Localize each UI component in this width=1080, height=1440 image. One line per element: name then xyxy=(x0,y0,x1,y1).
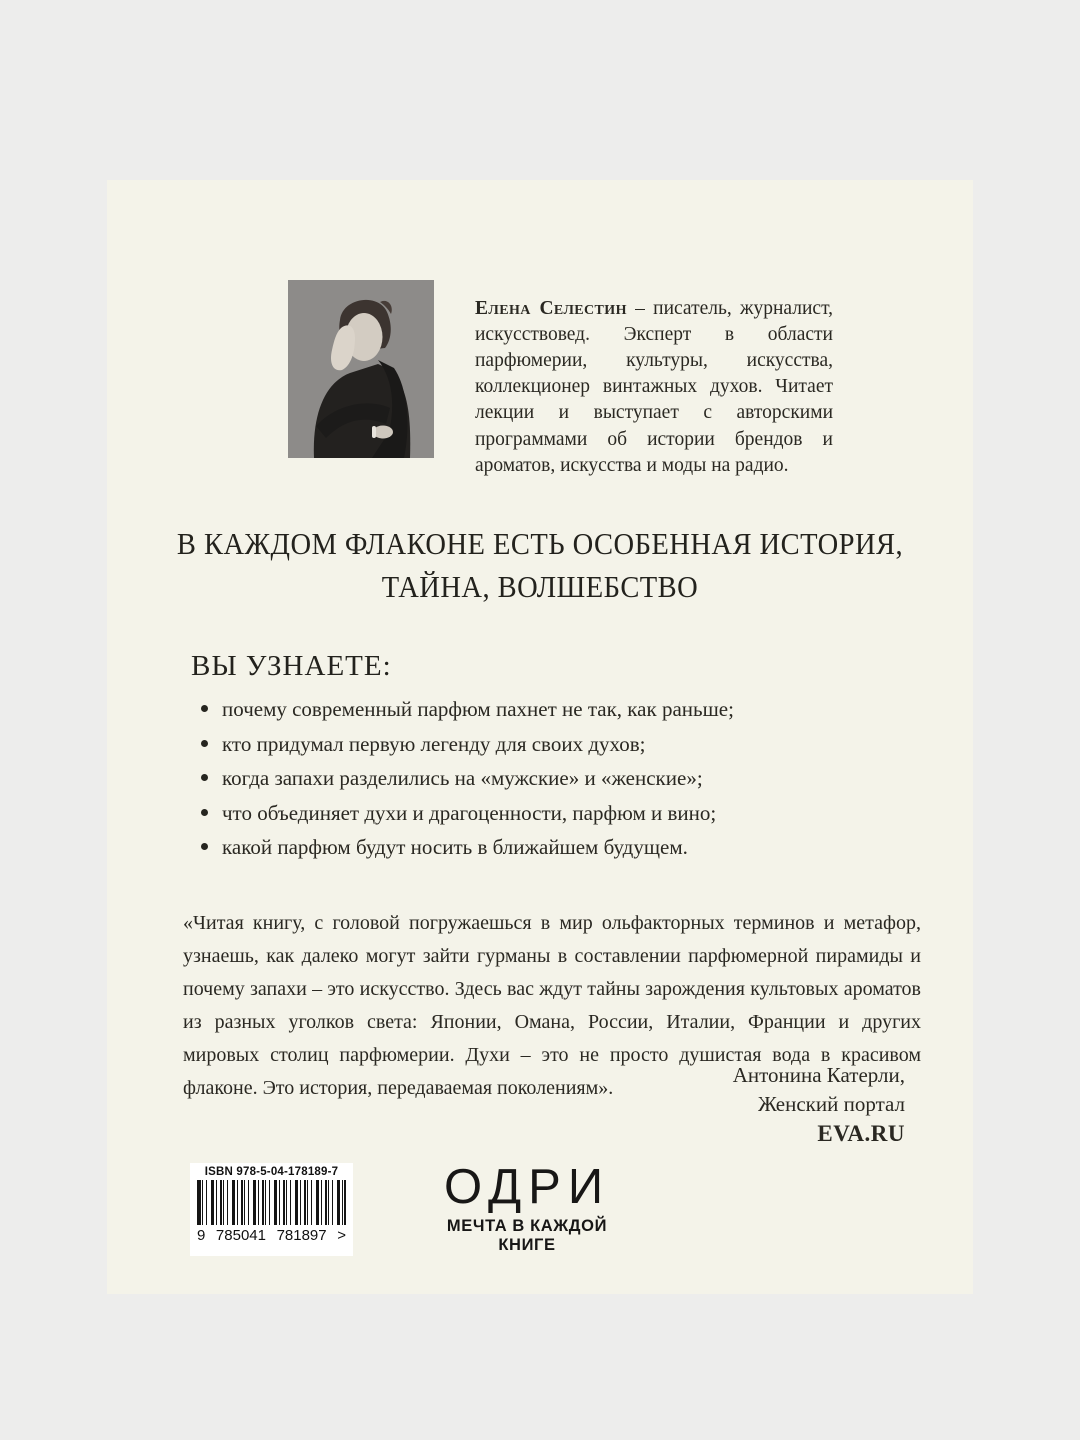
barcode xyxy=(190,1163,353,1256)
learn-item: кто придумал первую легенду для своих духов; xyxy=(195,727,895,762)
learn-list xyxy=(195,692,895,865)
learn-item: какой парфюм будут носить в ближайшем будущем. xyxy=(195,830,895,865)
book-back-cover xyxy=(107,180,973,1294)
headline-line-2: ТАЙНА, ВОЛШЕБСТВО xyxy=(381,569,699,604)
barcode-digit-group: 781897 xyxy=(276,1227,327,1244)
publisher-tagline-line-1: МЕЧТА В КАЖДОЙ xyxy=(446,1217,608,1235)
barcode-digits xyxy=(197,1227,346,1244)
author-bio xyxy=(475,296,833,479)
barcode-digit-group: 785041 xyxy=(215,1227,266,1244)
publisher-brand: ОДРИ xyxy=(443,1160,611,1214)
barcode-bars xyxy=(197,1180,346,1225)
headline-line-1: В КАЖДОМ ФЛАКОНЕ ЕСТЬ ОСОБЕННАЯ ИСТОРИЯ, xyxy=(176,526,904,561)
publisher-logo xyxy=(395,1160,659,1255)
barcode-digit-group: > xyxy=(337,1227,346,1244)
headline xyxy=(142,522,939,608)
learn-item: что объединяет духи и драгоценности, парфюм и вино; xyxy=(195,796,895,831)
attribution-name: Антонина Катерли, xyxy=(732,1063,905,1087)
publisher-tagline-line-2: КНИГЕ xyxy=(498,1236,556,1254)
learn-item: когда запахи разделились на «мужские» и «женские»; xyxy=(195,761,895,796)
barcode-digit-group: 9 xyxy=(197,1227,206,1244)
isbn-label: ISBN 978-5-04-178189-7 xyxy=(204,1166,339,1178)
author-bio-text: – писатель, журналист, искусствовед. Эксперт в области парфюмерии, культуры, искусства, коллекционер винтажных духов. Читает лекции и выступает с авторскими программами об истории брендов и ароматов, искусства и моды на радио. xyxy=(475,297,833,476)
learn-item: почему современный парфюм пахнет не так, как раньше; xyxy=(195,692,895,727)
attribution-portal: Женский портал xyxy=(758,1092,905,1116)
review-quote: «Читая книгу, с головой погружаешься в мир ольфакторных терминов и метафор, узнаешь, как далеко могут зайти гурманы в составлении парфюмерной пирамиды и почему запахи – это искусство. Здесь вас ждут тайны зарождения культовых ароматов из разных уголков света: Японии, Омана, России, Италии, Франции и других мировых столиц парфюмерии. Духи – это не просто душистая вода в красивом флаконе. Это история, передаваемая поколениям». xyxy=(183,912,921,1099)
author-photo xyxy=(288,280,434,458)
learn-header: ВЫ УЗНАЕТЕ: xyxy=(191,650,392,682)
attribution-site: EVA.RU xyxy=(817,1121,905,1146)
review-attribution xyxy=(505,1061,905,1148)
author-name: Елена Селестин xyxy=(475,297,627,319)
